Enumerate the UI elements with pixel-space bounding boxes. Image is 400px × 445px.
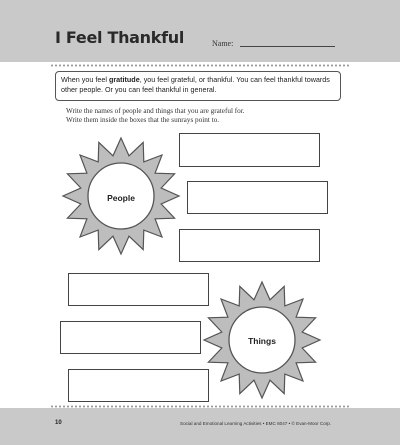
definition-keyword: gratitude [108,75,140,84]
gratitude-definition-box [55,71,341,101]
definition-text-start: When you feel [61,75,109,84]
things-answer-box-1[interactable] [68,273,209,306]
people-label: People [107,193,135,203]
instruction-line-1: Write the names of people and things that you are grateful for. [66,107,245,115]
things-answer-box-2[interactable] [60,321,201,354]
name-field-line[interactable] [240,46,335,47]
people-answer-box-3[interactable] [179,229,320,262]
page-title: I Feel Thankful [55,28,185,47]
page-footer [0,408,400,445]
definition-text-end: , you feel grateful, or thankful. You can feel thankful towards other people. Or you can feel thankful in general. [61,75,330,94]
page-number: 10 [55,420,62,426]
footer-credit: Social and Emotional Learning Activities • EMC 6047 • © Evan-Moor Corp. [180,421,332,426]
instruction-line-2: Write them inside the boxes that the sunrays point to. [66,115,220,124]
instructions [66,107,356,124]
things-label: Things [248,336,276,346]
people-answer-box-1[interactable] [179,133,320,167]
things-answer-box-3[interactable] [68,369,209,402]
top-dotted-divider [50,64,350,67]
people-answer-box-2[interactable] [187,181,328,214]
name-label: Name: [212,39,234,48]
